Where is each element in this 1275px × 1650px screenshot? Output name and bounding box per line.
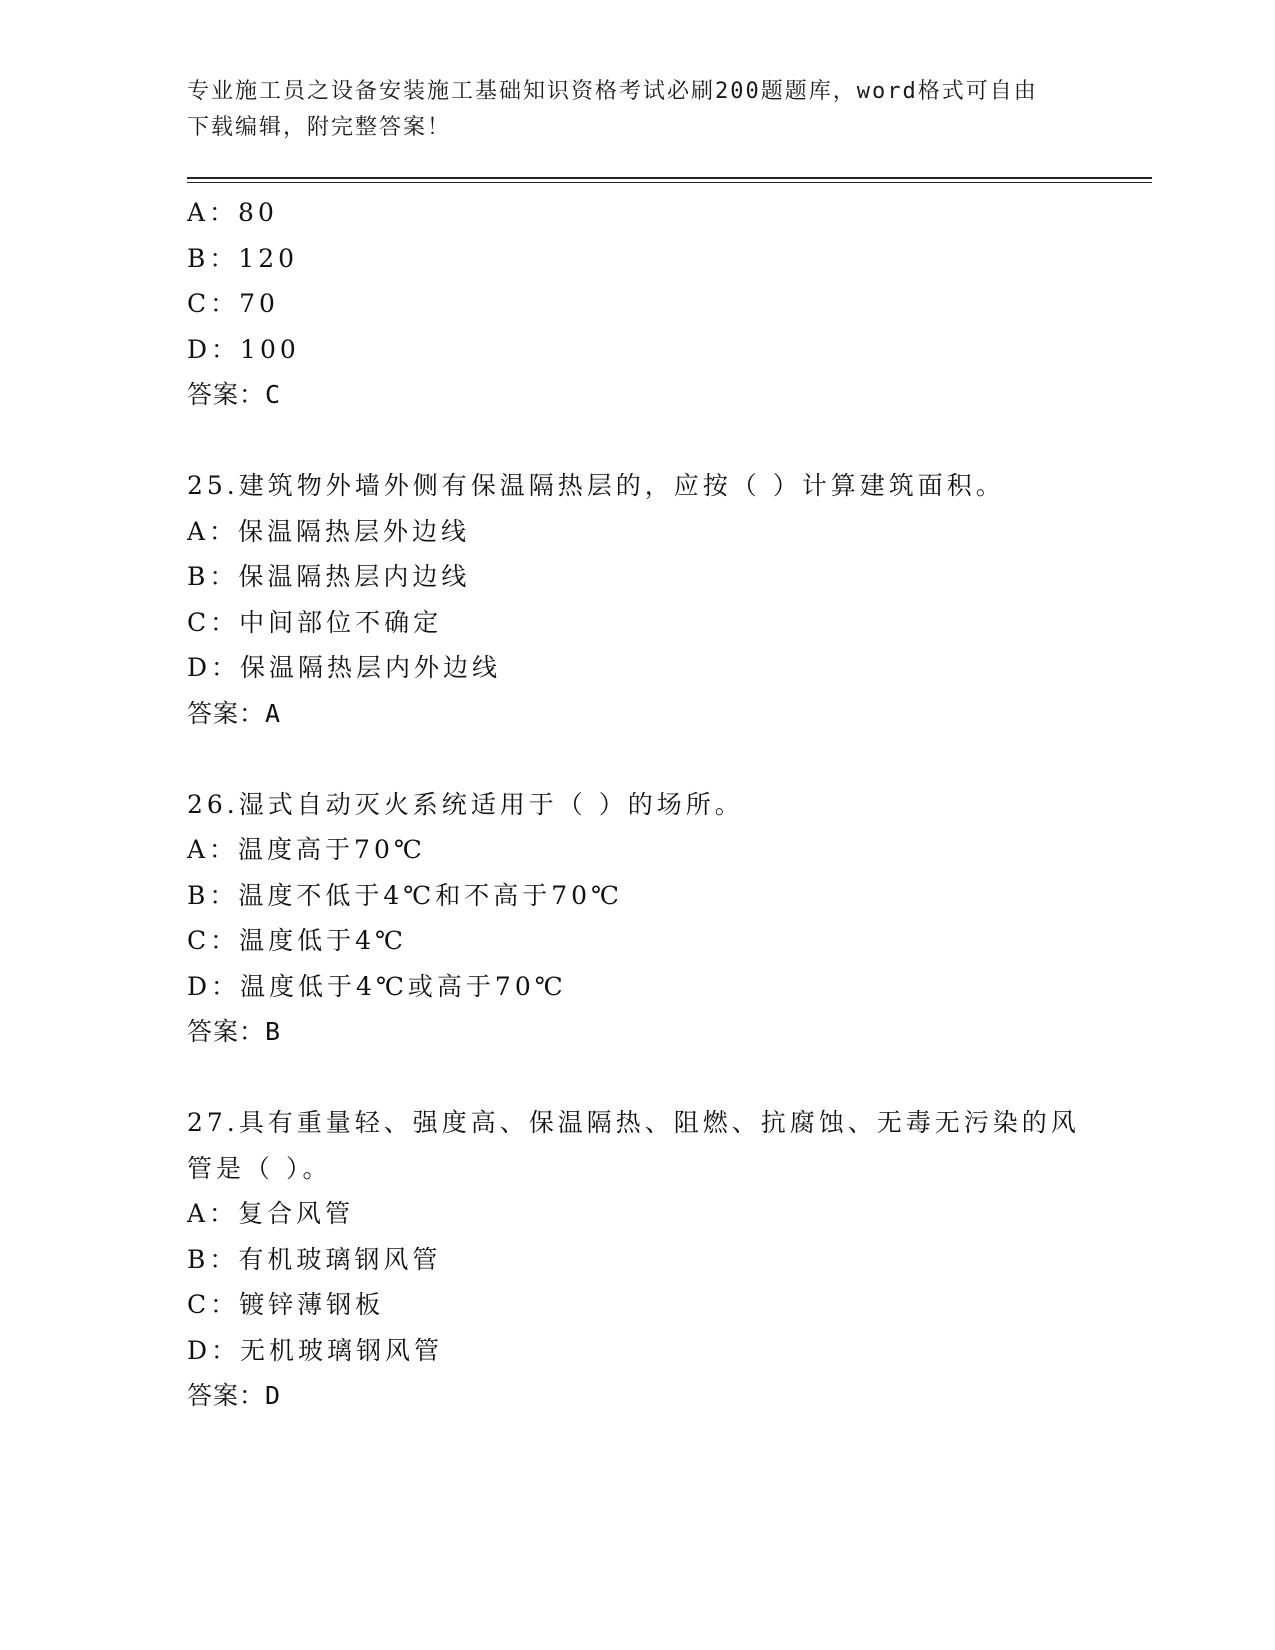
question-27 <box>187 1100 1087 1419</box>
option-d: D：温度低于4℃或高于70℃ <box>187 971 567 1001</box>
option-a: A：80 <box>187 198 278 227</box>
header-line-2: 下载编辑，附完整答案！ <box>187 115 452 140</box>
answer-line: 答案：A <box>187 698 282 728</box>
question-25 <box>187 463 1087 736</box>
option-d: D：无机玻璃钢风管 <box>187 1335 444 1365</box>
question-stem: 26.湿式自动灭火系统适用于（ ）的场所。 <box>187 789 744 819</box>
question-stem-line-2: 管是（ ）。 <box>187 1153 332 1183</box>
question-list <box>187 190 1087 1419</box>
option-b: B：温度不低于4℃和不高于70℃ <box>187 880 624 910</box>
option-b: B：有机玻璃钢风管 <box>187 1244 442 1274</box>
option-c: C：镀锌薄钢板 <box>187 1290 385 1319</box>
answer-line: 答案：D <box>187 1381 282 1410</box>
question-26 <box>187 782 1087 1055</box>
option-d: D：保温隔热层内外边线 <box>187 653 502 682</box>
document-header <box>187 74 1087 146</box>
question-24-continued <box>187 190 1087 418</box>
option-a: A：温度高于70℃ <box>187 835 426 864</box>
option-c: C：中间部位不确定 <box>187 607 443 637</box>
option-a: A：复合风管 <box>187 1199 355 1228</box>
spacer <box>187 418 1087 464</box>
option-b: B：120 <box>187 243 299 273</box>
spacer <box>187 736 1087 782</box>
answer-line: 答案：C <box>187 380 282 409</box>
option-c: C：温度低于4℃ <box>187 926 408 955</box>
option-d: D：100 <box>187 334 300 364</box>
answer-line: 答案：B <box>187 1017 282 1046</box>
header-line-1: 专业施工员之设备安装施工基础知识资格考试必刷200题题库，word格式可自由 <box>187 79 1038 104</box>
option-c: C：70 <box>187 289 279 318</box>
question-stem: 25.建筑物外墙外侧有保温隔热层的，应按（ ）计算建筑面积。 <box>187 471 1005 500</box>
option-b: B：保温隔热层内边线 <box>187 562 471 591</box>
spacer <box>187 1055 1087 1101</box>
question-stem-line-1: 27.具有重量轻、强度高、保温隔热、阻燃、抗腐蚀、无毒无污染的风 <box>187 1108 1080 1137</box>
option-a: A：保温隔热层外边线 <box>187 516 471 546</box>
header-divider-secondary <box>187 182 1152 183</box>
header-divider <box>187 177 1152 179</box>
